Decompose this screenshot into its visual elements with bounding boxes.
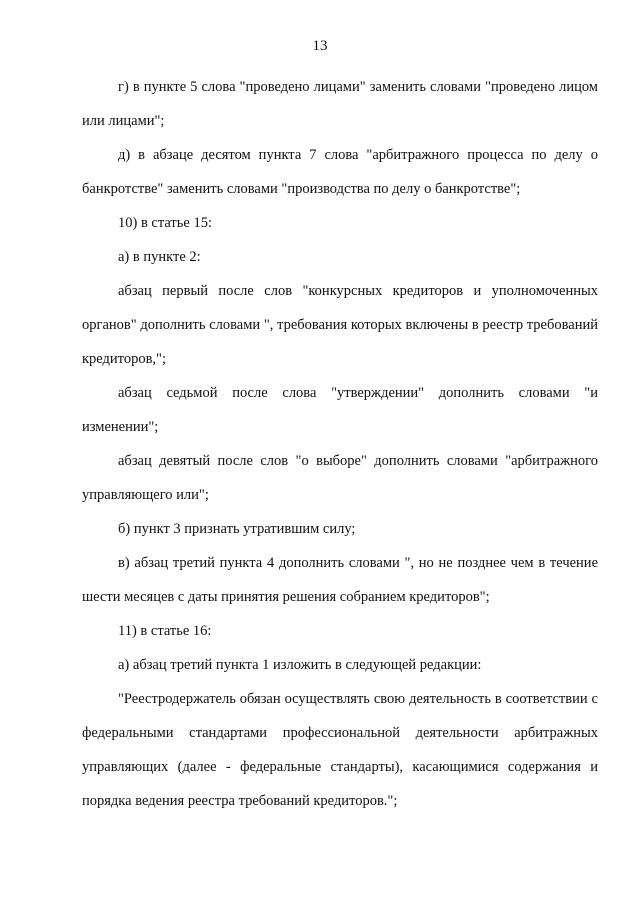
paragraph-v-item-4: в) абзац третий пункта 4 дополнить словами ", но не позднее чем в течение шести месяцев с даты принятия решения собранием кредиторов"; (82, 555, 598, 605)
paragraph-d-item-7: д) в абзаце десятом пункта 7 слова "арбитражного процесса по делу о банкротстве" заменить словами "производства по делу о банкротстве"; (82, 147, 598, 197)
paragraph-ninth-abzac: абзац девятый после слов "о выборе" дополнить словами "арбитражного управляющего или"; (82, 453, 598, 503)
paragraph-b-item-3: б) пункт 3 признать утратившим силу; (118, 521, 356, 537)
paragraph-article-15-heading: 10) в статье 15: (118, 215, 212, 231)
paragraph-registrar-quote: "Реестродержатель обязан осуществлять свою деятельность в соответствии с федеральными стандартами профессиональной деятельности арбитражных управляющих (далее - федеральные стандарты), касающимися содержания и порядка ведения реестра требований кредиторов."; (82, 691, 598, 809)
paragraph-g-item-5: г) в пункте 5 слова "проведено лицами" заменить словами "проведено лицом или лицами"; (82, 79, 598, 129)
paragraph-a-item-2: а) в пункте 2: (118, 249, 201, 265)
paragraph-seventh-abzac: абзац седьмой после слова "утверждении" дополнить словами "и изменении"; (82, 385, 598, 435)
paragraph-article-16-heading: 11) в статье 16: (118, 623, 212, 639)
page-number: 13 (312, 38, 328, 54)
paragraph-first-abzac: абзац первый после слов "конкурсных кредиторов и уполномоченных органов" дополнить словами ", требования которых включены в реестр требований кредиторов,"; (82, 283, 598, 367)
document-body (82, 70, 598, 818)
paragraph-a-item-1: а) абзац третий пункта 1 изложить в следующей редакции: (118, 657, 482, 673)
